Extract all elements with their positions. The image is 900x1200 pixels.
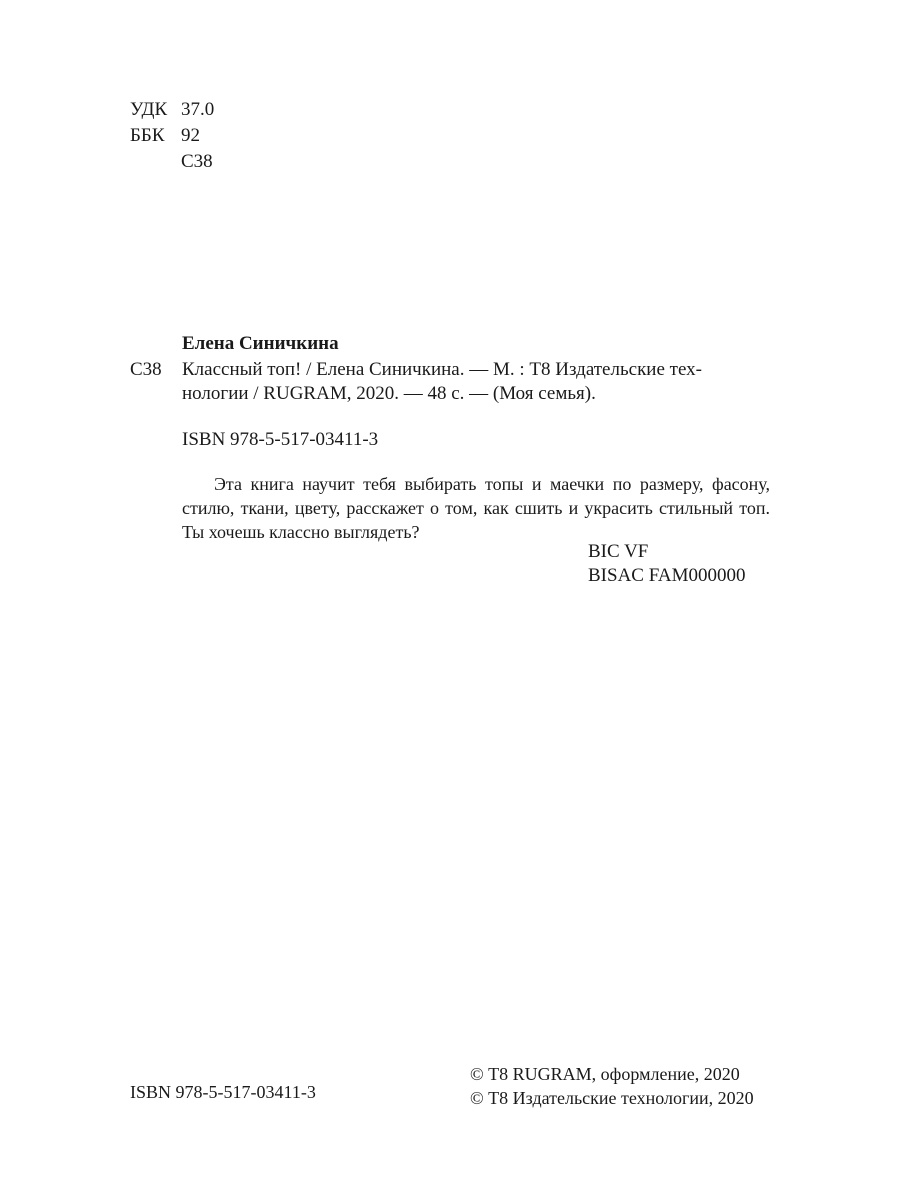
udk-value: 37.0	[181, 99, 215, 120]
record-line-2: нологии / RUGRAM, 2020. — 48 с. — (Моя семья).	[182, 383, 596, 404]
annotation-text: Эта книга научит тебя выбирать топы и маечки по размеру, фасону, стилю, ткани, цвету, расскажет о том, как сшить и украсить стильный топ. Ты хочешь классно выглядеть?	[182, 474, 770, 542]
bbk-label: ББК	[130, 125, 165, 146]
author-mark: С38	[181, 151, 213, 172]
bisac-code: BISAC FAM000000	[588, 565, 746, 586]
bbk-value: 92	[181, 125, 200, 146]
copyright-block	[470, 1062, 754, 1110]
record-line-1: Классный топ! / Елена Синичкина. — М. : Т8 Издательские тех-	[182, 359, 702, 380]
record-isbn: ISBN 978-5-517-03411-3	[182, 429, 379, 450]
copyright-design: © Т8 RUGRAM, оформление, 2020	[470, 1064, 740, 1084]
footer-isbn: ISBN 978-5-517-03411-3	[130, 1082, 316, 1102]
copyright-publisher: © Т8 Издательские технологии, 2020	[470, 1088, 754, 1108]
record-author: Елена Синичкина	[182, 333, 339, 354]
udk-label: УДК	[130, 99, 168, 120]
bic-code: BIC VF	[588, 541, 649, 562]
record-mark: С38	[130, 359, 162, 380]
